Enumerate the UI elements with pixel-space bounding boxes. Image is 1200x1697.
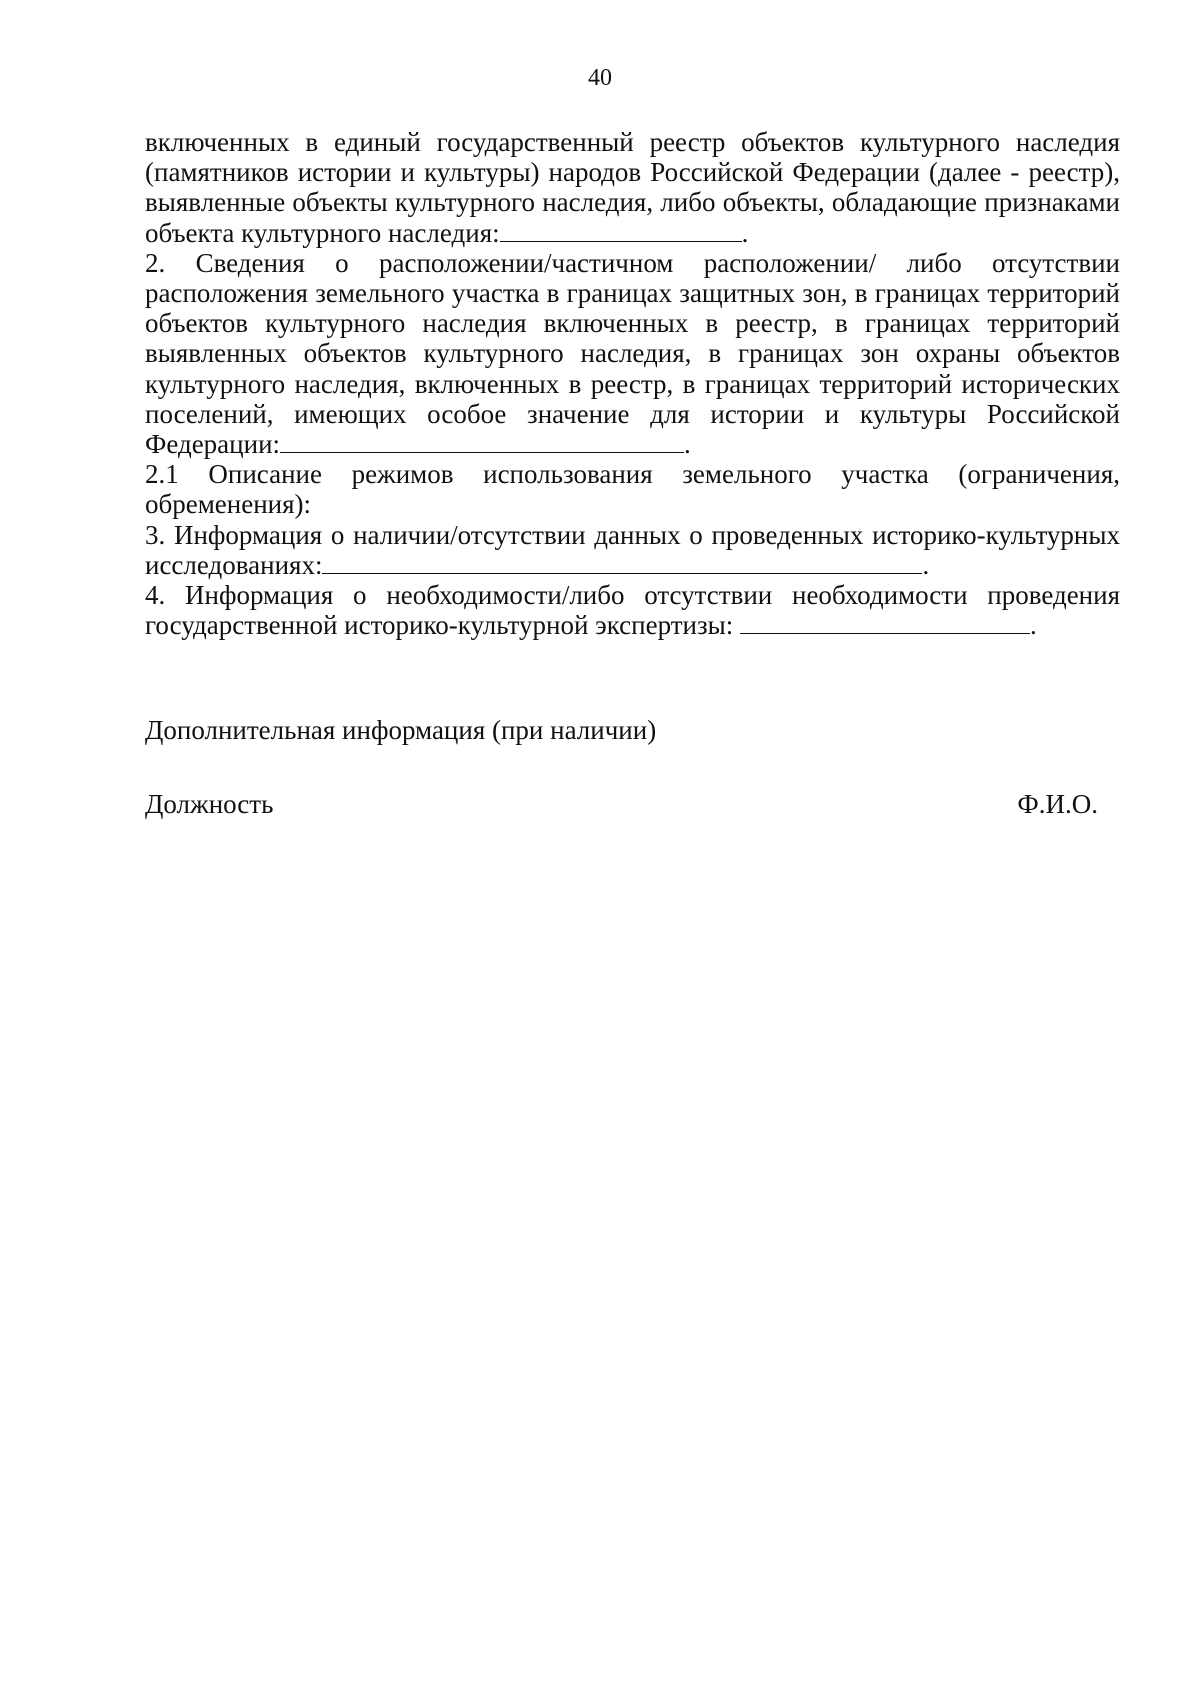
intro-blank-field[interactable] xyxy=(500,219,742,242)
item-2-paragraph xyxy=(145,248,1120,459)
intro-text: включенных в единый государственный реестр объектов культурного наследия (памятников истории и культуры) народов Российской Федерации (далее - реестр), выявленные объекты культурного наследия, либо объекты, обладающие признаками объекта культурного наследия: xyxy=(145,127,1120,248)
item-3-blank-field[interactable] xyxy=(322,551,922,574)
intro-end: . xyxy=(741,217,749,248)
full-name-label: Ф.И.О. xyxy=(1017,789,1098,819)
item-2-1-text: 2.1 Описание режимов использования земельного участка (ограничения, обременения): xyxy=(145,459,1120,520)
intro-paragraph xyxy=(145,127,1120,248)
item-4-blank-field[interactable] xyxy=(740,611,1030,634)
position-label: Должность xyxy=(145,789,274,819)
item-3-paragraph xyxy=(145,520,1120,580)
item-2-1-paragraph xyxy=(145,459,1120,519)
item-3-text: 3. Информация о наличии/отсутствии данных о проведенных историко-культурных исследованиях: xyxy=(145,519,1120,580)
item-4-end: . xyxy=(1030,610,1037,641)
item-4-text: 4. Информация о необходимости/либо отсутствии необходимости проведения государственной историко-культурной экспертизы: xyxy=(145,580,1120,641)
document-body xyxy=(145,127,1120,640)
item-3-end: . xyxy=(922,549,930,580)
additional-info-label: Дополнительная информация (при наличии) xyxy=(145,715,657,745)
signature-row xyxy=(145,788,1120,820)
item-2-end: . xyxy=(684,429,691,460)
page-number: 40 xyxy=(588,65,612,91)
item-2-text: 2. Сведения о расположении/частичном расположении/ либо отсутствии расположения земельного участка в границах защитных зон, в границах территорий объектов культурного наследия включенных в реестр, в границах территорий выявленных объектов культурного наследия, в границах зон охраны объектов культурного наследия, включенных в реестр, в границах территорий исторических поселений, имеющих особое значение для истории и культуры Российской Федерации: xyxy=(145,247,1120,460)
item-2-blank-field[interactable] xyxy=(280,430,684,453)
item-4-paragraph xyxy=(145,580,1120,640)
